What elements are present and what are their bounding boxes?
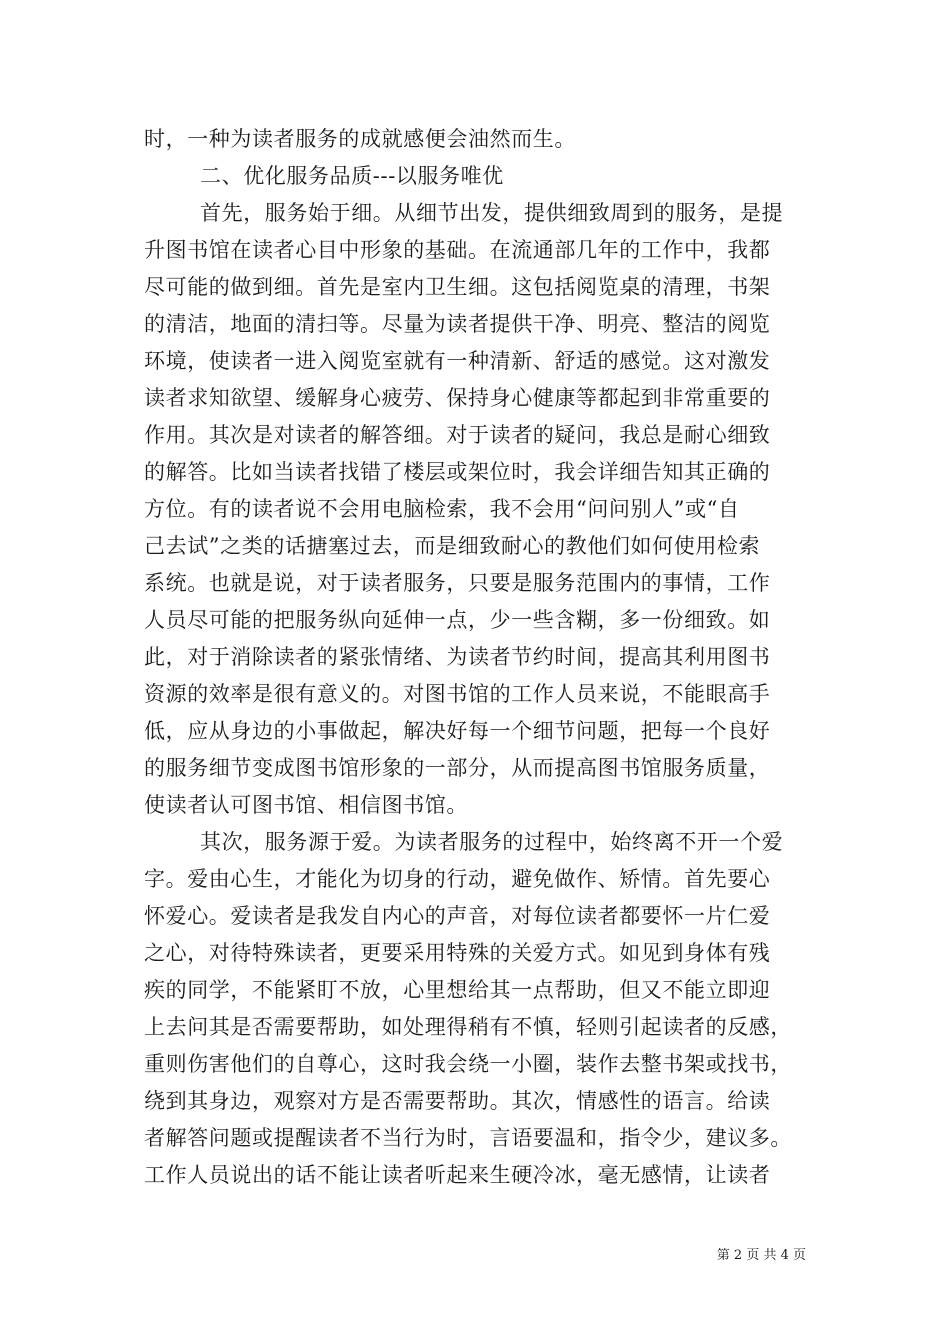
text-line: 低，应从身边的小事做起，解决好每一个细节问题，把每一个良好: [144, 719, 771, 743]
text-line: 尽可能的做到细。首先是室内卫生细。这包括阅览桌的清理，书架: [144, 275, 771, 299]
text-line: 的解答。比如当读者找错了楼层或架位时，我会详细告知其正确的: [144, 460, 771, 484]
text-line: 重则伤害他们的自尊心，这时我会绕一小圈，装作去整书架或找书，: [144, 1052, 792, 1076]
text-line: 的清洁，地面的清扫等。尽量为读者提供干净、明亮、整洁的阅览: [144, 312, 771, 336]
text-line: 资源的效率是很有意义的。对图书馆的工作人员来说，不能眼高手: [144, 682, 771, 706]
text-line: 首先，服务始于细。从细节出发，提供细致周到的服务，是提: [200, 201, 784, 225]
text-line: 绕到其身边，观察对方是否需要帮助。其次，情感性的语言。给读: [144, 1089, 771, 1113]
text-line: 使读者认可图书馆、相信图书馆。: [144, 793, 468, 817]
text-line: 升图书馆在读者心目中形象的基础。在流通部几年的工作中，我都: [144, 238, 771, 262]
text-line: 工作人员说出的话不能让读者听起来生硬冷冰，毫无感情，让读者: [144, 1163, 771, 1187]
text-line: 时，一种为读者服务的成就感便会油然而生。: [144, 127, 576, 151]
section-heading: 二、优化服务品质---以服务唯优: [200, 164, 504, 188]
text-line: 方位。有的读者说不会用电脑检索，我不会用“问问别人”或“自: [144, 497, 740, 521]
page-number-footer: 第 2 页 共 4 页: [716, 1248, 806, 1263]
text-line: 其次，服务源于爱。为读者服务的过程中，始终离不开一个爱: [200, 830, 784, 854]
text-line: 读者求知欲望、缓解身心疲劳、保持身心健康等都起到非常重要的: [144, 386, 771, 410]
text-line: 己去试”之类的话搪塞过去，而是细致耐心的教他们如何使用检索: [144, 534, 761, 558]
text-line: 人员尽可能的把服务纵向延伸一点，少一些含糊，多一份细致。如: [144, 608, 771, 632]
text-line: 之心，对待特殊读者，更要采用特殊的关爱方式。如见到身体有残: [144, 941, 771, 965]
text-line: 此，对于消除读者的紧张情绪、为读者节约时间，提高其利用图书: [144, 645, 771, 669]
text-line: 作用。其次是对读者的解答细。对于读者的疑问，我总是耐心细致: [144, 423, 771, 447]
text-line: 环境，使读者一进入阅览室就有一种清新、舒适的感觉。这对激发: [144, 349, 771, 373]
text-line: 的服务细节变成图书馆形象的一部分，从而提高图书馆服务质量，: [144, 756, 771, 780]
text-line: 者解答问题或提醒读者不当行为时，言语要温和，指令少，建议多。: [144, 1126, 792, 1150]
text-line: 上去问其是否需要帮助，如处理得稍有不慎，轻则引起读者的反感，: [144, 1015, 792, 1039]
text-line: 疾的同学，不能紧盯不放，心里想给其一点帮助，但又不能立即迎: [144, 978, 771, 1002]
text-line: 系统。也就是说，对于读者服务，只要是服务范围内的事情，工作: [144, 571, 771, 595]
text-line: 怀爱心。爱读者是我发自内心的声音，对每位读者都要怀一片仁爱: [144, 904, 771, 928]
text-line: 字。爱由心生，才能化为切身的行动，避免做作、矫情。首先要心: [144, 867, 771, 891]
